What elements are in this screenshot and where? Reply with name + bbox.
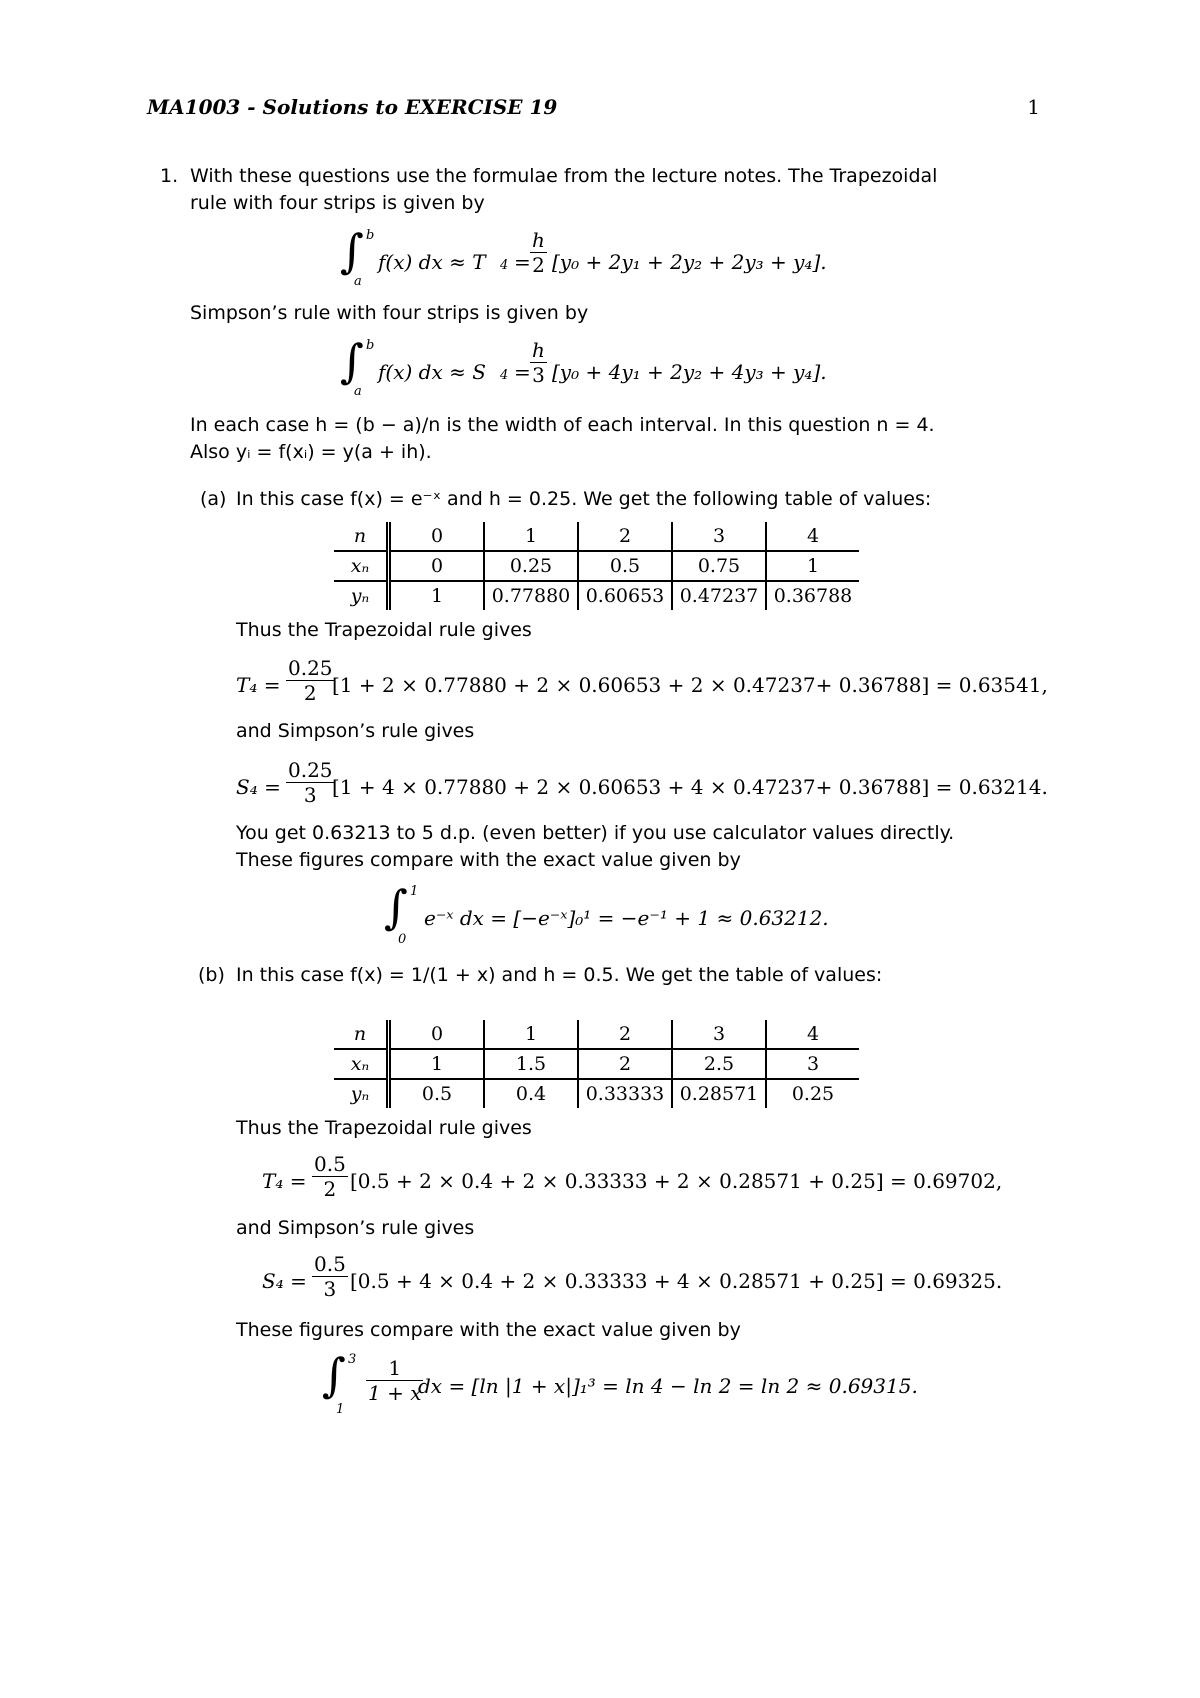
part-b-label: (b) (198, 964, 225, 986)
part-b-simp-equation: S₄ = $\frac{0.5}{3}$ [0.5 + 4 × 0.4 + 2 × 0.33333 + 4 × 0.28571 + 0.25] = 0.69325. (262, 1252, 1003, 1301)
page-header (147, 95, 1040, 127)
trap-lhs: f(x) dx ≈ T (378, 250, 486, 274)
part-b-trap-equation: T₄ = $\frac{0.5}{2}$ [0.5 + 2 × 0.4 + 2 × 0.33333 + 2 × 0.28571 + 0.25] = 0.69702, (262, 1152, 1003, 1201)
trap-fraction: $\frac{h}{2}$ (532, 228, 545, 277)
part-b-note: These figures compare with the exact value given by (236, 1319, 741, 1341)
part-a-note-2: These figures compare with the exact value given by (236, 849, 741, 871)
simp-subscript: 4 (500, 368, 509, 383)
table-b (334, 1020, 859, 1108)
table-row: yₙ 0.5 0.4 0.33333 0.28571 0.25 (334, 1079, 859, 1108)
simpson-intro: Simpson’s rule with four strips is given by (190, 302, 589, 324)
part-b-intro: In this case f(x) = 1/(1 + x) and h = 0.5. We get the table of values: (236, 964, 883, 986)
table-a (334, 522, 859, 610)
integral-sign: ∫ (340, 334, 364, 388)
simp-fraction: $\frac{h}{3}$ (532, 338, 545, 387)
part-a-intro: In this case f(x) = e⁻ˣ and h = 0.25. We get the following table of values: (236, 488, 932, 510)
simp-lhs: f(x) dx ≈ S (378, 360, 486, 384)
part-a-trap-intro: Thus the Trapezoidal rule gives (236, 619, 532, 641)
intro-line-2: rule with four strips is given by (190, 192, 485, 214)
y-definition: Also yᵢ = f(xᵢ) = y(a + ih). (190, 441, 432, 463)
table-row: xₙ 0 0.25 0.5 0.75 1 (334, 551, 859, 581)
fraction: $\frac{0.5}{2}$ (314, 1152, 346, 1201)
page-number: 1 (1027, 95, 1040, 119)
table-row: n 0 1 2 3 4 (334, 1020, 859, 1049)
part-b-simp-intro: and Simpson’s rule gives (236, 1217, 475, 1239)
trapezoidal-formula: ∫ b a f(x) dx ≈ T 4 = $\frac{h}{2}$ [y₀ + 2y₁ + 2y₂ + 2y₃ + y₄]. (340, 224, 827, 289)
part-b-exact-integral: ∫ 3 1 $\frac{1}{1 + x}$ dx = [ln |1 + x|]₁³ = ln 4 − ln 2 = ln 2 ≈ 0.69315. (322, 1348, 918, 1417)
lower-limit: a (354, 384, 362, 399)
simpson-formula: ∫ b a f(x) dx ≈ S 4 = $\frac{h}{3}$ [y₀ + 4y₁ + 2y₂ + 4y₃ + y₄]. (340, 334, 827, 399)
upper-limit: b (366, 338, 375, 353)
upper-limit: b (366, 228, 375, 243)
integral-sign: ∫ (384, 880, 408, 934)
part-a-trap-equation: T₄ = $\frac{0.25}{2}$ [1 + 2 × 0.77880 + 2 × 0.60653 + 2 × 0.47237+ 0.36788] = 0.63541, (236, 656, 1048, 705)
part-a-label: (a) (200, 488, 227, 510)
part-a-note-1: You get 0.63213 to 5 d.p. (even better) if you use calculator values directly. (236, 822, 955, 844)
table-row: n 0 1 2 3 4 (334, 522, 859, 551)
question-number: 1. (160, 165, 179, 187)
part-a-exact-integral: ∫ 1 0 e⁻ˣ dx = [−e⁻ˣ]₀¹ = −e⁻¹ + 1 ≈ 0.63212. (384, 880, 829, 947)
part-a-simp-equation: S₄ = $\frac{0.25}{3}$ [1 + 4 × 0.77880 + 2 × 0.60653 + 4 × 0.47237+ 0.36788] = 0.63214. (236, 758, 1048, 807)
part-a-simp-intro: and Simpson’s rule gives (236, 720, 475, 742)
fraction: $\frac{0.5}{3}$ (314, 1252, 346, 1301)
fraction: $\frac{1}{1 + x}$ (368, 1356, 422, 1405)
part-b-trap-intro: Thus the Trapezoidal rule gives (236, 1117, 532, 1139)
fraction: $\frac{0.25}{2}$ (288, 656, 333, 705)
intro-line-1: With these questions use the formulae from the lecture notes. The Trapezoidal (190, 165, 938, 187)
integral-sign: ∫ (322, 1348, 346, 1402)
simp-rhs: [y₀ + 4y₁ + 2y₂ + 4y₃ + y₄]. (552, 360, 827, 384)
integral-sign: ∫ (340, 224, 364, 278)
trap-subscript: 4 (500, 258, 509, 273)
table-row: yₙ 1 0.77880 0.60653 0.47237 0.36788 (334, 581, 859, 610)
table-row: xₙ 1 1.5 2 2.5 3 (334, 1049, 859, 1079)
fraction: $\frac{0.25}{3}$ (288, 758, 333, 807)
document-title: MA1003 - Solutions to EXERCISE 19 (147, 95, 558, 119)
lower-limit: a (354, 274, 362, 289)
h-definition: In each case h = (b − a)/n is the width of each interval. In this question n = 4. (190, 414, 935, 436)
trap-rhs: [y₀ + 2y₁ + 2y₂ + 2y₃ + y₄]. (552, 250, 827, 274)
